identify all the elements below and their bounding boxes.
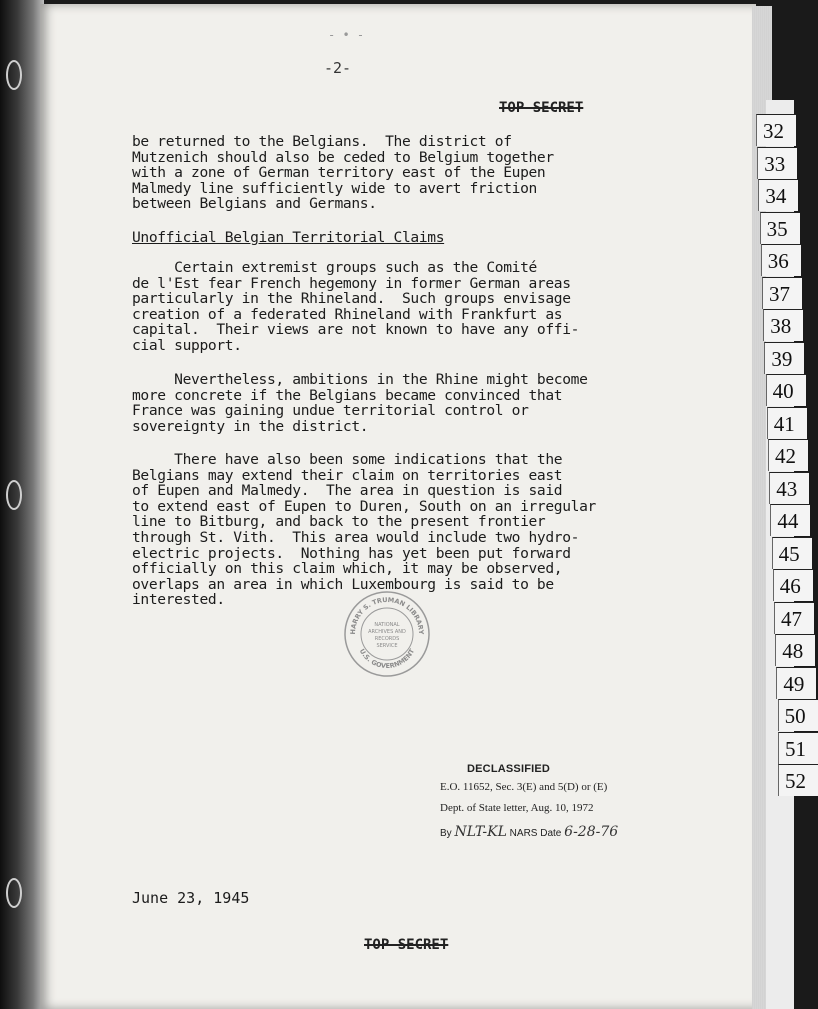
index-tab: 44	[770, 504, 810, 536]
index-tab: 47	[774, 602, 814, 634]
index-tab: 35	[760, 212, 800, 244]
binder-ring	[6, 60, 22, 90]
index-tab: 41	[767, 407, 807, 439]
document-date: June 23, 1945	[132, 889, 250, 907]
index-tab: 32	[756, 114, 796, 146]
binder-left-edge	[0, 0, 44, 1009]
index-tab: 40	[766, 374, 806, 406]
top-mark: - • -	[328, 28, 365, 42]
index-tab: 49	[776, 667, 816, 699]
stamp-outer-top: HARRY S. TRUMAN LIBRARY	[348, 595, 426, 635]
by-signature: NLT-KL	[454, 824, 507, 840]
declassified-date: 6-28-76	[564, 824, 619, 840]
stamp-inner-line: ARCHIVES AND	[368, 629, 406, 635]
index-tab: 42	[768, 439, 808, 471]
index-tab: 39	[764, 342, 804, 374]
page-number: -2-	[324, 59, 352, 77]
index-tab: 50	[778, 699, 818, 731]
by-label: By	[440, 828, 452, 839]
stamp-outer-bottom: U.S. GOVERNMENT	[357, 647, 417, 671]
index-tab: 34	[758, 179, 798, 211]
section-heading: Unofficial Belgian Territorial Claims	[132, 229, 445, 246]
index-tab: 33	[757, 147, 797, 179]
declassified-title: DECLASSIFIED	[467, 763, 551, 775]
binder-ring	[6, 480, 22, 510]
stamp-inner-line: RECORDS	[374, 636, 400, 642]
paragraph-extremist-groups: Certain extremist groups such as the Comité de l'Est fear French hegemony in former German areas particularly in the Rhineland. Such groups envisage creation of a federated Rhineland with Frankfurt as capital. Their views are not known to have any offi- cial support.	[132, 259, 580, 354]
index-tab: 46	[773, 569, 813, 601]
binder-ring	[6, 878, 22, 908]
index-tab: 52	[778, 764, 818, 796]
paragraph-rhine-ambitions: Nevertheless, ambitions in the Rhine might become more concrete if the Belgians became convinced that France was gaining undue territorial control or sovereignty in the district.	[132, 371, 588, 435]
paragraph-eupen-claims: There have also been some indications that the Belgians may extend their claim on territories east of Eupen and Malmedy. The area in question is said to extend east of Eupen to Duren, South on an irregular line to Bitburg, and back to the present frontier through St. Vith. This area would include two hydro- electric projects. Nothing has yet been put forward officially on this claim which, it may be observed, overlaps an area in which Luxembourg is said to be interested.	[132, 451, 596, 609]
declassified-authority: E.O. 11652, Sec. 3(E) and 5(D) or (E)	[440, 781, 608, 793]
index-tab: 38	[763, 309, 803, 341]
index-tab: 48	[775, 634, 815, 666]
date-label: Date	[540, 828, 562, 839]
declassified-signature-row	[440, 824, 710, 840]
archive-stamp	[343, 590, 431, 678]
index-tab: 36	[761, 244, 801, 276]
index-tab: 37	[762, 277, 802, 309]
stamp-inner-line: SERVICE	[376, 643, 398, 649]
classification-bottom: TOP SECRET	[364, 937, 449, 953]
declassification-block	[440, 763, 710, 840]
index-tab: 43	[769, 472, 809, 504]
agency-label: NARS	[509, 828, 538, 839]
stamp-inner-line: NATIONAL	[374, 622, 400, 628]
index-tab: 51	[778, 732, 818, 764]
classification-top: TOP SECRET	[499, 100, 584, 116]
paragraph-continuation: be returned to the Belgians. The district of Mutzenich should also be ceded to Belgium together with a zone of German territory east of the Eupen Malmedy line sufficiently wide to avert friction between Belgians and Germans.	[132, 133, 554, 213]
index-tab: 45	[772, 537, 812, 569]
declassified-letter: Dept. of State letter, Aug. 10, 1972	[440, 802, 594, 814]
